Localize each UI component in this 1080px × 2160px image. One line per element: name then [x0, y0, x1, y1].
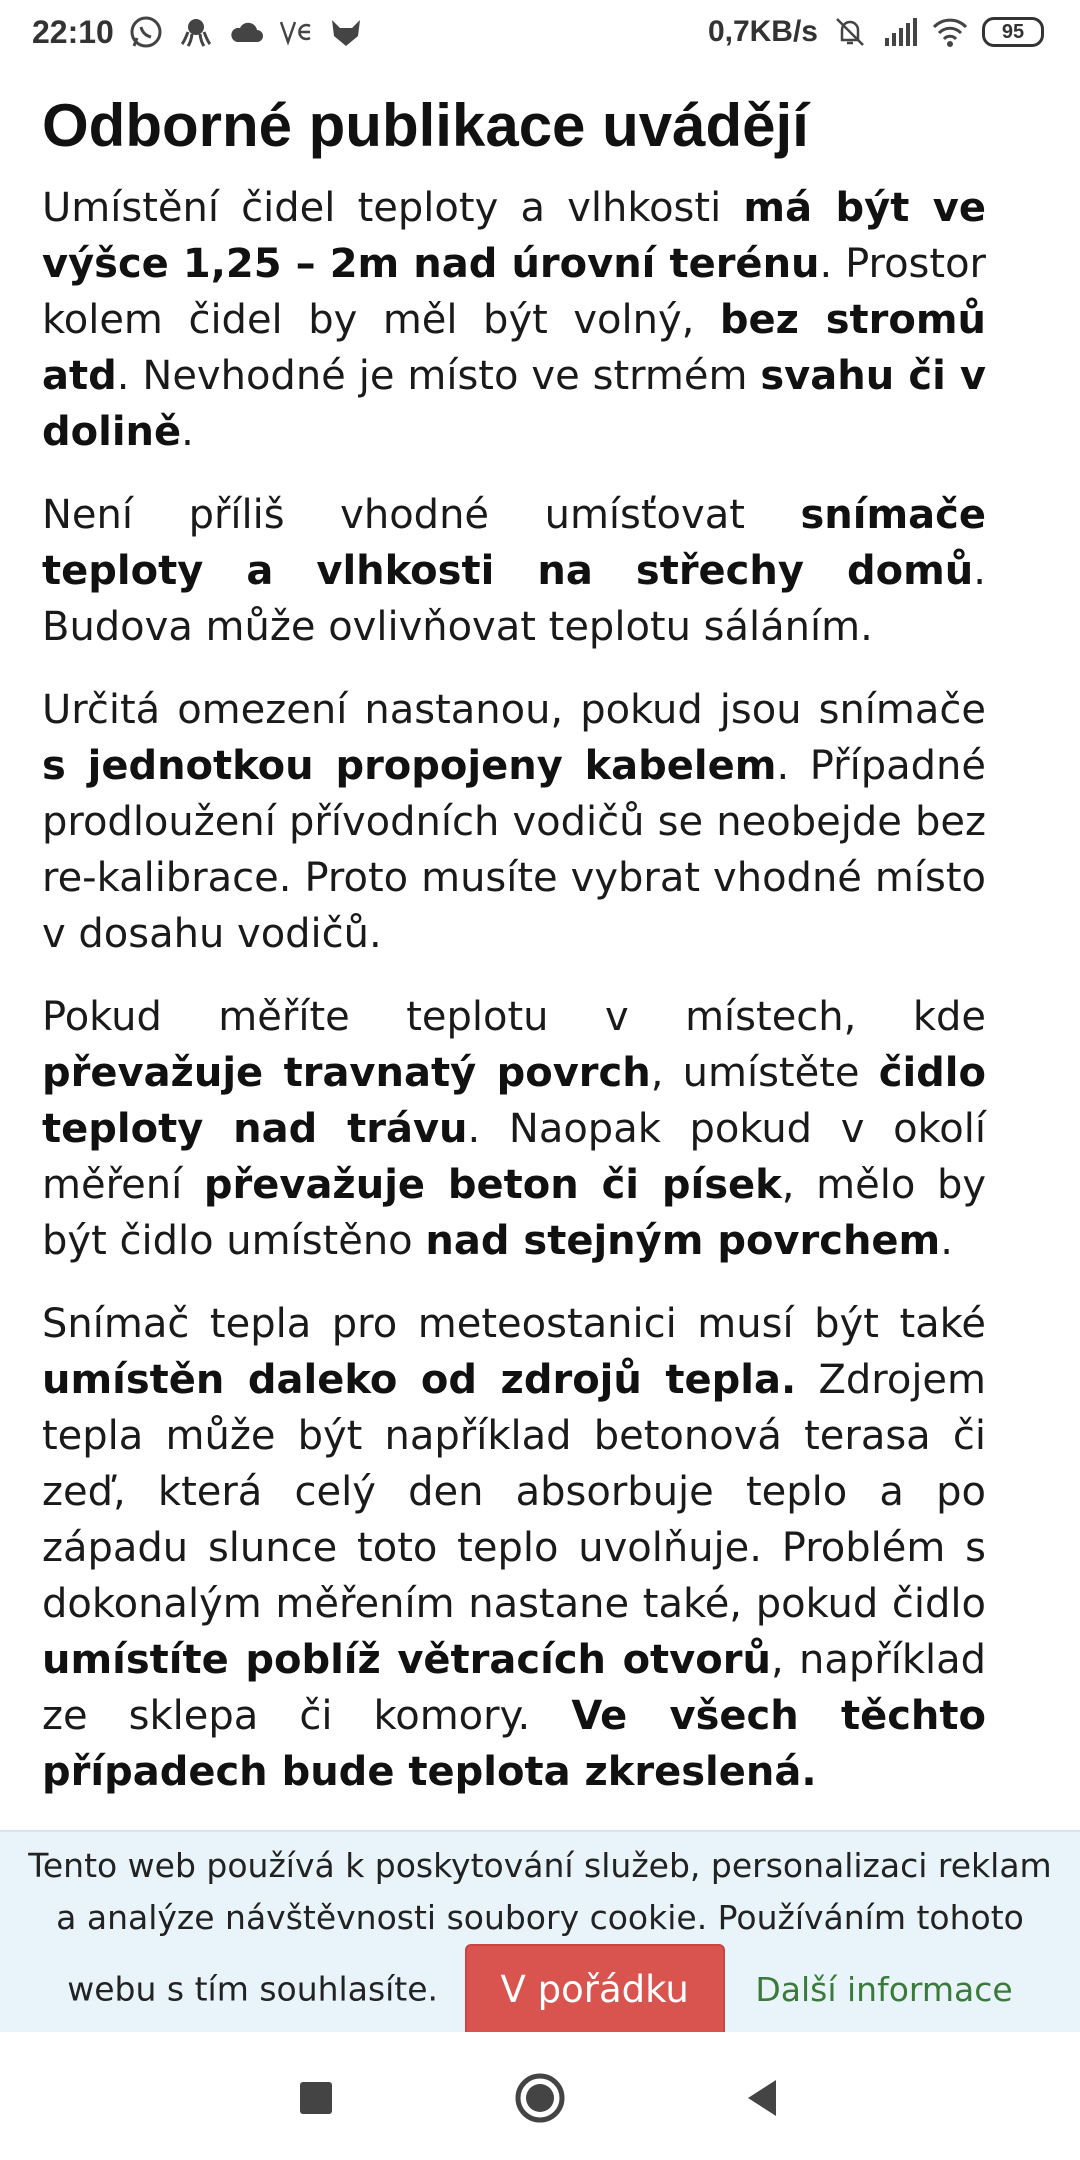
text-run: . Budova může ovlivňovat teplotu sáláním. [42, 548, 986, 650]
text-run: , mělo by být čidlo umístěno [42, 1162, 987, 1264]
text-run: Umístění čidel teploty a vlhkosti [42, 185, 744, 231]
fox-icon [328, 14, 364, 50]
status-bar [0, 0, 1080, 64]
bold-text: snímače teploty a vlhkosti na střechy domů [42, 492, 986, 594]
whatsapp-icon [128, 14, 164, 50]
paragraph [42, 682, 986, 962]
text-run: Určitá omezení nastanou, pokud jsou snímače [42, 687, 986, 733]
paragraph [42, 487, 986, 655]
text-run: . [181, 409, 194, 455]
article [42, 80, 986, 1827]
vpn-icon [278, 14, 314, 50]
recents-square-icon[interactable] [288, 2070, 344, 2126]
status-time: 22:10 [32, 13, 114, 50]
signal-icon [882, 14, 918, 50]
navigation-bar [0, 2032, 1080, 2160]
wifi-icon [932, 14, 968, 50]
bold-text: umístěn daleko od zdrojů tepla. [42, 1357, 797, 1403]
bold-text: Ve všech těchto případech bude teplota zkreslená. [42, 1693, 986, 1795]
network-speed: 0,7KB/s [707, 15, 818, 48]
cloud-icon [228, 14, 264, 50]
text-run: . Prostor kolem čidel by měl být volný, [42, 241, 987, 343]
mute-icon [832, 14, 868, 50]
bold-text: svahu či v dolině [42, 353, 986, 455]
paragraph [42, 989, 986, 1269]
back-triangle-icon[interactable] [736, 2070, 792, 2126]
page-title: Odborné publikace uvádějí [42, 92, 809, 159]
text-run: , například ze sklepa či komory. [42, 1637, 987, 1739]
text-run: . [940, 1218, 953, 1264]
text-run: , umístěte [650, 1050, 879, 1096]
text-run: Zdrojem tepla může být například betonová terasa či zeď, která celý den absorbuje teplo a po západu slunce toto teplo uvolňuje. Problém s dokonalým měřením nastane také, pokud čidlo [42, 1357, 987, 1627]
battery-icon: 95 [982, 17, 1044, 47]
status-right [708, 10, 1044, 54]
bold-text: má být ve výšce 1,25 – 2m nad úrovní terénu [42, 185, 986, 287]
bold-text: čidlo teploty nad trávu [42, 1050, 986, 1152]
cookie-text: Tento web používá k poskytování služeb, personalizaci reklam a analýze návštěvnosti soubory cookie. Používáním tohoto webu s tím souhlasíte. [28, 1846, 1052, 2009]
text-run: Pokud měříte teplotu v místech, kde [42, 994, 986, 1040]
cookie-accept-button[interactable]: V pořádku [465, 1944, 725, 2038]
text-run: . Případné prodloužení přívodních vodičů se neobejde bez re-kalibrace. Proto musíte vybrat vhodné místo v dosahu vodičů. [42, 743, 986, 957]
status-left [32, 10, 364, 54]
text-run: . Nevhodné je místo ve strmém [116, 353, 761, 399]
paragraph [42, 1296, 986, 1800]
bold-text: s jednotkou propojeny kabelem [42, 743, 777, 789]
bold-text: převažuje travnatý povrch [42, 1050, 651, 1096]
octopus-icon [178, 14, 214, 50]
bold-text: umístíte poblíž větracích otvorů [42, 1637, 771, 1683]
text-run: Není příliš vhodné umísťovat [42, 492, 801, 538]
bold-text: nad stejným povrchem [425, 1218, 941, 1264]
home-circle-icon[interactable] [512, 2070, 568, 2126]
bold-text: bez stromů atd [42, 297, 987, 399]
text-run: . Naopak pokud v okolí měření [42, 1106, 986, 1208]
paragraph [42, 180, 986, 460]
cookie-consent-bar [0, 1830, 1080, 2032]
bold-text: převažuje beton či písek [203, 1162, 782, 1208]
text-run: Snímač tepla pro meteostanici musí být také [42, 1301, 986, 1347]
cookie-more-info-link[interactable]: Další informace [755, 1969, 1013, 2009]
